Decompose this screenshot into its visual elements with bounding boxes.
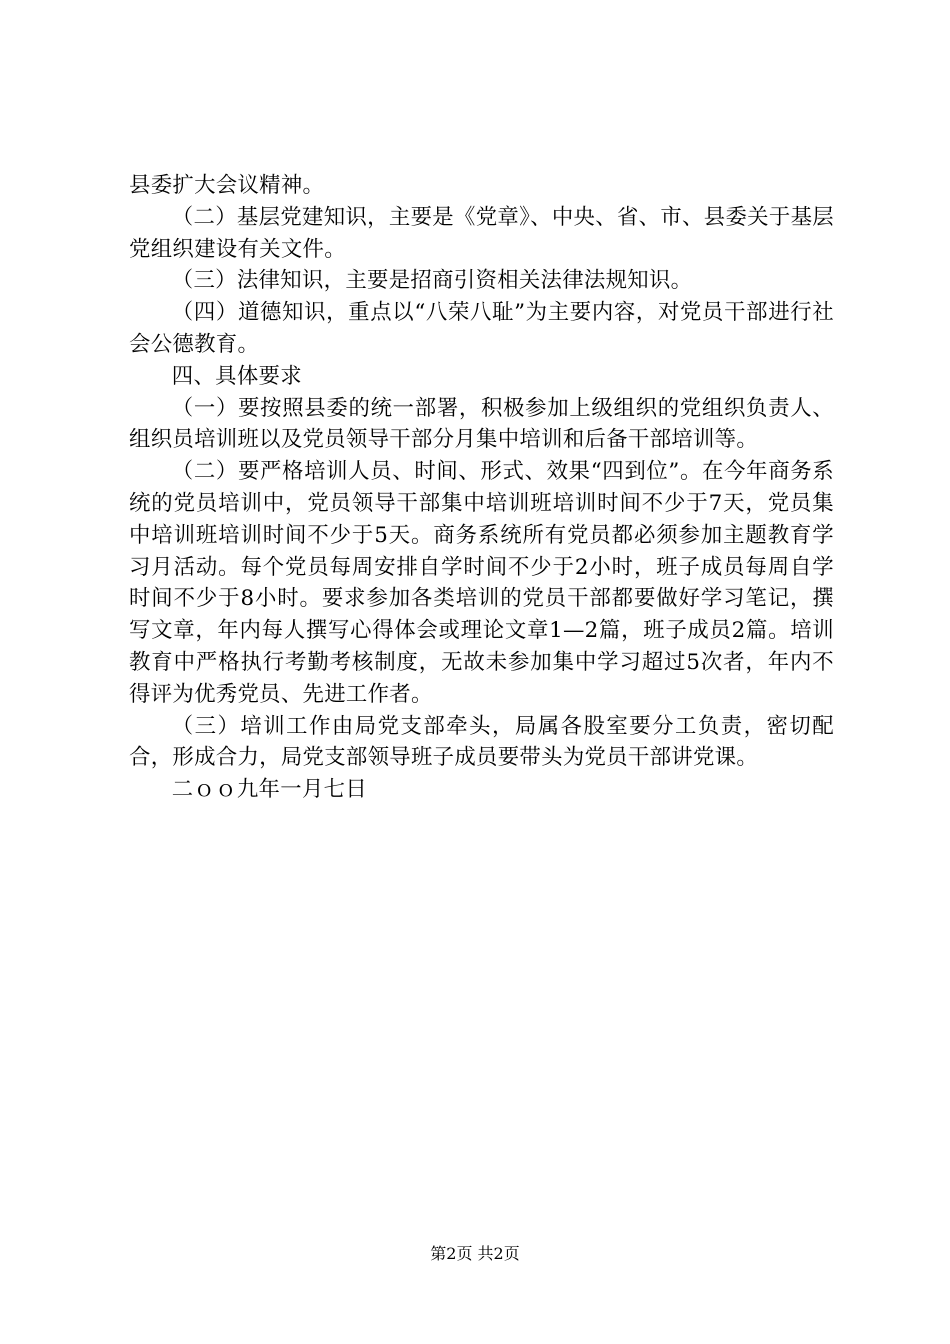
- paragraph-requirement-1: （一）要按照县委的统一部署，积极参加上级组织的党组织负责人、组织员培训班以及党员领导干部分月集中培训和后备干部培训等。: [129, 395, 834, 453]
- paragraph-requirement-3: （三）培训工作由局党支部牵头，局属各股室要分工负责，密切配合，形成合力，局党支部领导班子成员要带头为党员干部讲党课。: [129, 713, 834, 771]
- page-number-footer: 第2页 共2页: [430, 1244, 520, 1263]
- document-date: 二ｏｏ九年一月七日: [171, 777, 368, 803]
- paragraph-moral-knowledge: （四）道德知识，重点以“八荣八耻”为主要内容，对党员干部进行社会公德教育。: [129, 300, 834, 357]
- paragraph-legal-knowledge: （三）法律知识，主要是招商引资相关法律法规知识。: [171, 268, 693, 294]
- section-heading-requirements: 四、具体要求: [171, 363, 302, 389]
- paragraph-continuation: 县委扩大会议精神。: [129, 173, 325, 198]
- paragraph-requirement-2: （二）要严格培训人员、时间、形式、效果“四到位”。在今年商务系统的党员培训中，党员领导干部集中培训班培训时间不少于7天，党员集中培训班培训时间不少于5天。商务系统所有党员都必须参加主题教育学习月活动。每个党员每周安排自学时间不少于2小时，班子成员每周自学时间不少于8小时。要求参加各类培训的党员干部都要做好学习笔记，撰写文章，年内每人撰写心得体会或理论文章1—2篇，班子成员2篇。培训教育中严格执行考勤考核制度，无故未参加集中学习超过5次者，年内不得评为优秀党员、先进工作者。: [129, 459, 834, 707]
- paragraph-party-knowledge: （二）基层党建知识，主要是《党章》、中央、省、市、县委关于基层党组织建设有关文件。: [129, 204, 834, 262]
- document-body: [129, 170, 834, 806]
